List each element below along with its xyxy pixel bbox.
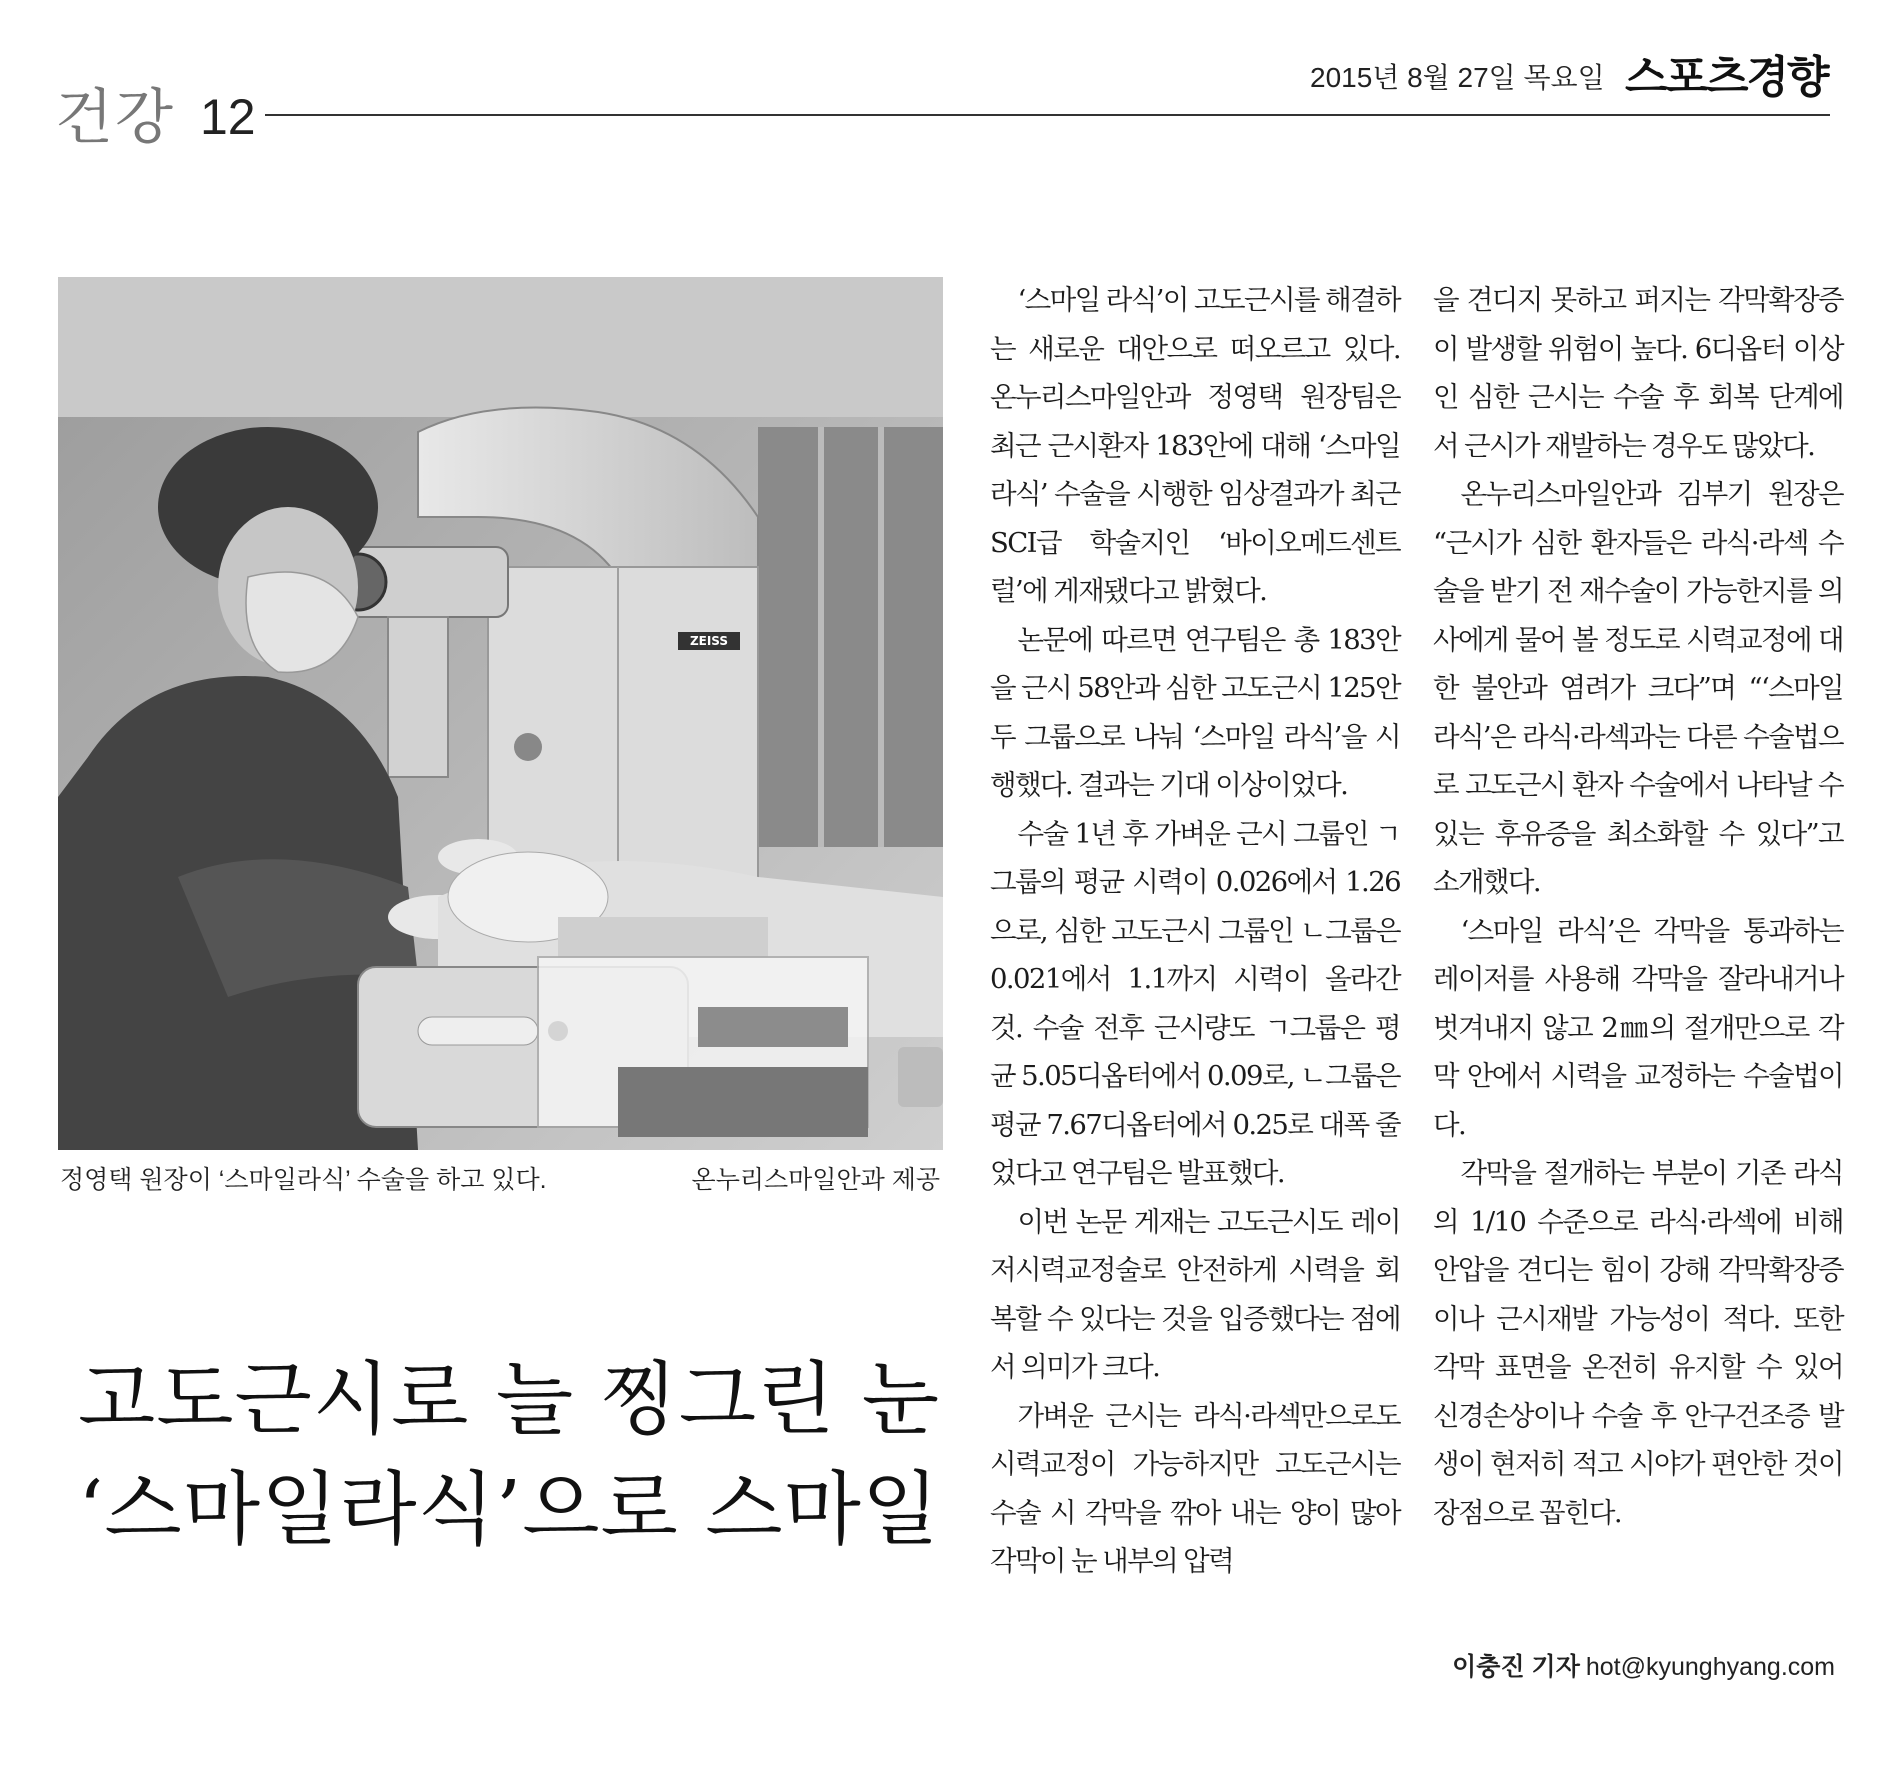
paragraph: 논문에 따르면 연구팀은 총 183안을 근시 58안과 심한 고도근시 125안 두 그룹으로 나눠 ‘스마일 라식’을 시행했다. 결과는 기대 이상이었다.: [990, 623, 1400, 801]
paragraph: ‘스마일 라식’은 각막을 통과하는 레이저를 사용해 각막을 잘라내거나 벗겨내지 않고 2㎜의 절개만으로 각막 안에서 시력을 교정하는 수술법이다.: [1433, 914, 1843, 1141]
paragraph: 가벼운 근시는 라식·라섹만으로도 시력교정이 가능하지만 고도근시는 수술 시 각막을 깎아 내는 양이 많아 각막이 눈 내부의 압력: [990, 1399, 1400, 1577]
paragraph: ‘스마일 라식’이 고도근시를 해결하는 새로운 대안으로 떠오르고 있다. 온누리스마일안과 정영택 원장팀은 최근 근시환자 183안에 대해 ‘스마일 라식’ 수술을 시행한 임상결과가 최근 SCI급 학술지인 ‘바이오메드센트럴’에 게재됐다고 밝혔다.: [990, 284, 1400, 607]
issue-date: 2015년 8월 27일 목요일: [1310, 62, 1605, 93]
header-rule: [265, 114, 1830, 116]
article-photo: [58, 277, 943, 1150]
zeiss-mark: ZEISS: [689, 634, 729, 648]
photo-credit: 온누리스마일안과 제공: [691, 1166, 940, 1194]
headline-line-1: 고도근시로 늘 찡그린 눈: [78, 1353, 941, 1446]
paragraph: 수술 1년 후 가벼운 근시 그룹인 ㄱ그룹의 평균 시력이 0.026에서 1.26으로, 심한 고도근시 그룹인 ㄴ그룹은 0.021에서 1.1까지 시력이 올라간 것. 수술 전후 근시량도 ㄱ그룹은 평균 5.05디옵터에서 0.09로, ㄴ그룹은 평균 7.67디옵터에서 0.25로 대폭 줄었다고 연구팀은 발표했다.: [990, 817, 1400, 1189]
paragraph: 이번 논문 게재는 고도근시도 레이저시력교정술로 안전하게 시력을 회복할 수 있다는 것을 입증했다는 점에서 의미가 크다.: [990, 1205, 1400, 1383]
newspaper-logo: 스포츠경향: [1625, 52, 1828, 103]
paragraph: 온누리스마일안과 김부기 원장은 “근시가 심한 환자들은 라식·라섹 수술을 받기 전 재수술이 가능한지를 의사에게 물어 볼 정도로 시력교정에 대한 불안과 염려가 크다”며 “‘스마일 라식’은 라식·라섹과는 다른 수술법으로 고도근시 환자 수술에서 나타날 수 있는 후유증을 최소화할 수 있다”고 소개했다.: [1433, 478, 1843, 898]
paragraph: 을 견디지 못하고 퍼지는 각막확장증이 발생할 위험이 높다. 6디옵터 이상인 심한 근시는 수술 후 회복 단계에서 근시가 재발하는 경우도 많았다.: [1433, 284, 1843, 462]
article-column-2: [1433, 276, 1843, 1537]
paragraph: 각막을 절개하는 부분이 기존 라식의 1/10 수준으로 라식·라섹에 비해 안압을 견디는 힘이 강해 각막확장증이나 근시재발 가능성이 적다. 또한 각막 표면을 온전히 유지할 수 있어 신경손상이나 수술 후 안구건조증 발생이 현저히 적고 시야가 편안한 것이 장점으로 꼽힌다.: [1433, 1157, 1843, 1529]
byline: [1452, 1655, 1835, 1680]
section-title: 건강: [55, 83, 175, 153]
headline: [78, 1345, 948, 1566]
byline-email: hot@kyunghyang.com: [1585, 1653, 1835, 1681]
photo-caption: 정영택 원장이 ‘스마일라식’ 수술을 하고 있다.: [60, 1166, 547, 1194]
article-column-1: [990, 276, 1400, 1586]
headline-line-2: ‘스마일라식’으로 스마일: [78, 1463, 941, 1557]
byline-reporter: 이충진 기자: [1452, 1653, 1580, 1681]
page-number: 12: [200, 89, 256, 145]
